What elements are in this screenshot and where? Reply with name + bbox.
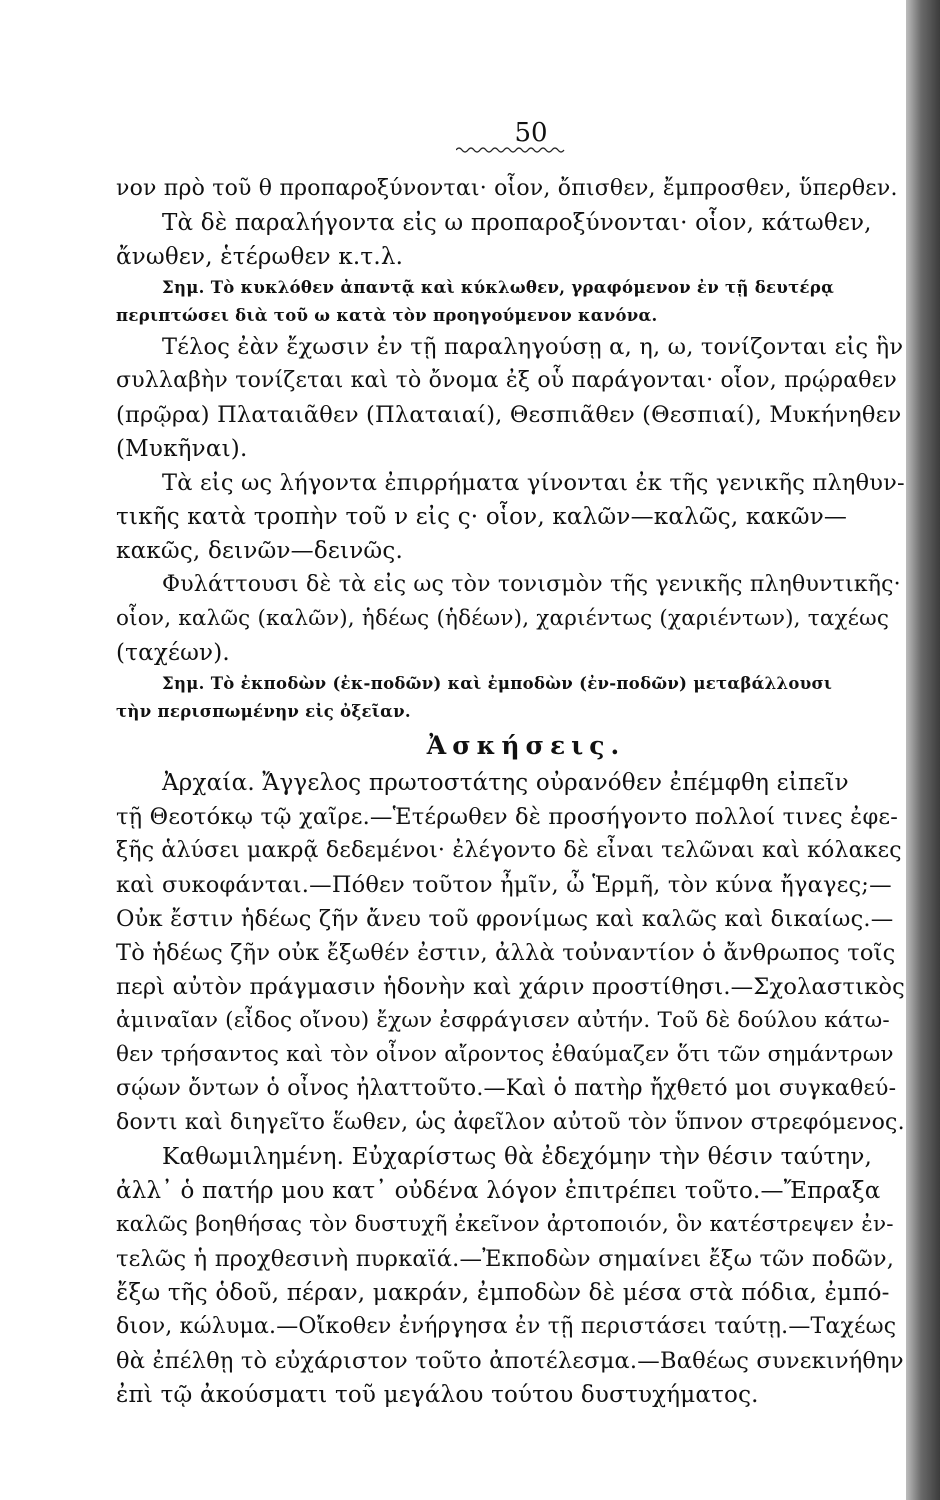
text-line: Ἀρχαία. Ἄγγελος πρωτοστάτης οὐρανόθεν ἐπέμφθη εἰπεῖν bbox=[162, 770, 849, 796]
text-line: οἷον, καλῶς (καλῶν), ἡδέως (ἡδέων), χαριέντως (χαριέντων), ταχέως bbox=[116, 606, 890, 631]
text-line: θὰ ἐπέλθῃ τὸ εὐχάριστον τοῦτο ἀποτέλεσμα.—Βαθέως συνεκινήθην bbox=[116, 1348, 904, 1374]
text-line: Τὰ εἰς ως λήγοντα ἐπιρρήματα γίνονται ἐκ τῆς γενικῆς πληθυν- bbox=[162, 470, 905, 496]
text-line: ἀμιναῖαν (εἶδος οἴνου) ἔχων ἐσφράγισεν αὐτήν. Τοῦ δὲ δούλου κάτω- bbox=[116, 1008, 890, 1033]
text-line: δοντι καὶ διηγεῖτο ἕωθεν, ὡς ἀφεῖλον αὐτοῦ τὸν ὕπνον στρεφόμενος. bbox=[116, 1110, 905, 1135]
text-line: ἔξω τῆς ὁδοῦ, πέραν, μακράν, ἐμποδὼν δὲ μέσα στὰ πόδια, ἐμπό- bbox=[116, 1280, 890, 1306]
text-line: θεν τρήσαντος καὶ τὸν οἶνον αἴροντος ἐθαύμαζεν ὅτι τῶν σημάντρων bbox=[116, 1042, 894, 1067]
text-line: νον πρὸ τοῦ θ προπαροξύνονται· οἷον, ὄπισθεν, ἔμπροσθεν, ὕπερθεν. bbox=[116, 176, 898, 201]
text-line: Τὰ δὲ παραλήγοντα εἰς ω προπαροξύνονται· οἷον, κάτωθεν, bbox=[162, 210, 872, 236]
note-line: περιπτώσει διὰ τοῦ ω κατὰ τὸν προηγούμενον κανόνα. bbox=[116, 306, 658, 325]
text-line: καὶ συκοφάνται.—Πόθεν τοῦτον ἦμῖν, ὦ Ἑρμῆ, τὸν κύνα ἤγαγες;— bbox=[116, 872, 892, 898]
text-line: Τὸ ἡδέως ζῆν οὐκ ἔξωθέν ἐστιν, ἀλλὰ τοὐναντίον ὁ ἄνθρωπος τοῖς bbox=[116, 940, 896, 966]
page-binding-edge bbox=[906, 0, 940, 1500]
text-line: ἄνωθεν, ἑτέρωθεν κ.τ.λ. bbox=[116, 244, 404, 270]
text-line: κακῶς, δεινῶν—δεινῶς. bbox=[116, 538, 403, 564]
text-line: τικῆς κατὰ τροπὴν τοῦ ν εἰς ς· οἷον, καλῶν—καλῶς, κακῶν— bbox=[116, 504, 848, 530]
text-line: περὶ αὐτὸν πράγμασιν ἡδονὴν καὶ χάριν προστίθησι.—Σχολαστικὸς bbox=[116, 974, 905, 1000]
text-line: τελῶς ἡ προχθεσινὴ πυρκαϊά.—Ἐκποδὼν σημαίνει ἔξω τῶν ποδῶν, bbox=[116, 1246, 895, 1272]
text-line: ἀλλ᾿ ὁ πατήρ μου κατ᾿ οὐδένα λόγον ἐπιτρέπει τοῦτο.—Ἔπραξα bbox=[116, 1178, 881, 1204]
page-number: 50 bbox=[514, 118, 548, 148]
text-line: (Μυκῆναι). bbox=[116, 436, 248, 462]
text-line: Καθωμιλημένη. Εὐχαρίστως θὰ ἐδεχόμην τὴν θέσιν ταύτην, bbox=[162, 1144, 873, 1170]
text-line: (πρῷρα) Πλαταιᾶθεν (Πλαταιαί), Θεσπιᾶθεν (Θεσπιαί), Μυκήνηθεν bbox=[116, 402, 902, 428]
text-line: Οὐκ ἔστιν ἡδέως ζῆν ἄνευ τοῦ φρονίμως καὶ καλῶς καὶ δικαίως.— bbox=[116, 906, 894, 932]
page-number-ornament bbox=[456, 146, 566, 154]
book-page bbox=[116, 118, 906, 1412]
text-line: διον, κώλυμα.—Οἴκοθεν ἐνήργησα ἐν τῇ περιστάσει ταύτῃ.—Ταχέως bbox=[116, 1314, 897, 1339]
note-line: τὴν περισπωμένην εἰς ὀξεῖαν. bbox=[116, 702, 411, 721]
text-line: καλῶς βοηθήσας τὸν δυστυχῆ ἐκεῖνον ἀρτοποιόν, ὃν κατέστρεψεν ἐν- bbox=[116, 1212, 894, 1237]
note-line: Σημ. Τὸ ἐκποδὼν (ἐκ-ποδῶν) καὶ ἐμποδὼν (ἐν-ποδῶν) μεταβάλλουσι bbox=[162, 674, 833, 693]
section-heading: Ἀσκήσεις. bbox=[426, 731, 626, 760]
text-line: ἐπὶ τῷ ἀκούσματι τοῦ μεγάλου τούτου δυστυχήματος. bbox=[116, 1382, 759, 1408]
text-line: (ταχέων). bbox=[116, 640, 230, 666]
text-line: τῇ Θεοτόκῳ τῷ χαῖρε.—Ἑτέρωθεν δὲ προσήγοντο πολλοί τινες ἐφε- bbox=[116, 804, 899, 830]
text-line: Φυλάττουσι δὲ τὰ εἰς ως τὸν τονισμὸν τῆς γενικῆς πληθυντικῆς· bbox=[162, 572, 901, 597]
text-line: Τέλος ἐὰν ἔχωσιν ἐν τῇ παραληγούσῃ α, η, ω, τονίζονται εἰς ἣν bbox=[162, 334, 904, 360]
text-line: σῴων ὄντων ὁ οἶνος ἠλαττοῦτο.—Καὶ ὁ πατὴρ ἤχθετό μοι συγκαθεύ- bbox=[116, 1076, 897, 1101]
text-line: ξῆς ἁλύσει μακρᾷ δεδεμένοι· ἐλέγοντο δὲ εἶναι τελῶναι καὶ κόλακες bbox=[116, 838, 902, 863]
note-line: Σημ. Τὸ κυκλόθεν ἀπαντᾷ καὶ κύκλωθεν, γραφόμενον ἐν τῇ δευτέρᾳ bbox=[162, 278, 835, 297]
text-line: συλλαβὴν τονίζεται καὶ τὸ ὄνομα ἐξ οὗ παράγονται· οἷον, πρῴραθεν bbox=[116, 368, 897, 393]
